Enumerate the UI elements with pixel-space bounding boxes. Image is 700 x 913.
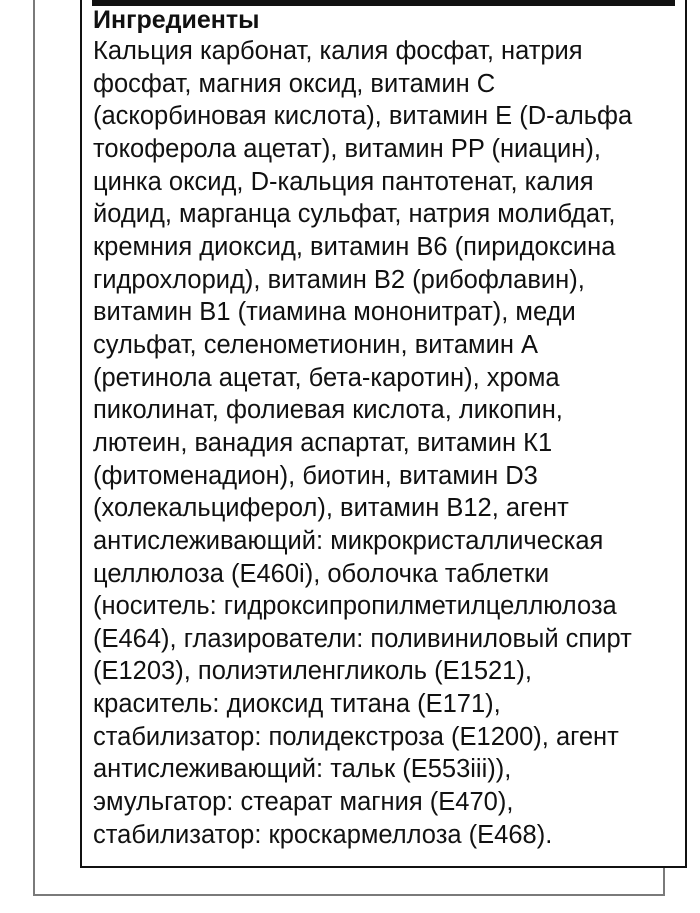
ingredients-line: (аскорбиновая кислота), витамин Е (D-альфа: [93, 102, 633, 131]
ingredients-line: (фитоменадион), биотин, витамин D3: [93, 461, 538, 490]
ingredients-heading: Ингредиенты: [93, 6, 260, 34]
ingredients-line: эмульгатор: стеарат магния (Е470),: [93, 788, 514, 817]
ingredients-line: фосфат, магния оксид, витамин С: [93, 69, 496, 98]
ingredients-line: (Е1203), полиэтиленгликоль (Е1521),: [93, 657, 532, 686]
ingredients-line: йодид, марганца сульфат, натрия молибдат,: [93, 200, 616, 229]
ingredients-line: сульфат, селенометионин, витамин А: [93, 330, 539, 359]
ingredients-line: Кальция карбонат, калия фосфат, натрия: [93, 37, 583, 65]
ingredients-line: целлюлоза (Е460i), оболочка таблетки: [93, 559, 550, 588]
ingredients-line: токоферола ацетат), витамин PP (ниацин),: [93, 134, 601, 163]
ingredients-line: стабилизатор: полидекстроза (Е1200), агент: [93, 722, 619, 751]
ingredients-line: кремния диоксид, витамин В6 (пиридоксина: [93, 232, 616, 261]
ingredients-panel: [80, 0, 687, 868]
ingredients-line: цинка оксид, D-кальция пантотенат, калия: [93, 167, 594, 196]
ingredients-line: (ретинола ацетат, бета-каротин), хрома: [93, 363, 560, 392]
ingredients-line: антислеживающий: микрокристаллическая: [93, 526, 604, 555]
ingredients-line: лютеин, ванадия аспартат, витамин К1: [93, 428, 553, 457]
ingredients-line: стабилизатор: кроскармеллоза (Е468).: [93, 820, 553, 849]
ingredients-line: антислеживающий: тальк (Е553iii)),: [93, 755, 512, 784]
ingredients-line: (Е464), глазирователи: поливиниловый спирт: [93, 624, 632, 653]
ingredients-line: краситель: диоксид титана (Е171),: [93, 690, 501, 719]
page-frame: [33, 0, 665, 896]
ingredients-line: пиколинат, фолиевая кислота, ликопин,: [93, 396, 563, 425]
ingredients-line: (холекальциферол), витамин В12, агент: [93, 494, 569, 523]
ingredients-line: (носитель: гидроксипропилметилцеллюлоза: [93, 592, 617, 621]
ingredients-line: витамин В1 (тиамина мононитрат), меди: [93, 298, 576, 327]
ingredients-line: гидрохлорид), витамин В2 (рибофлавин),: [93, 265, 585, 294]
ingredients-text: [93, 35, 632, 851]
